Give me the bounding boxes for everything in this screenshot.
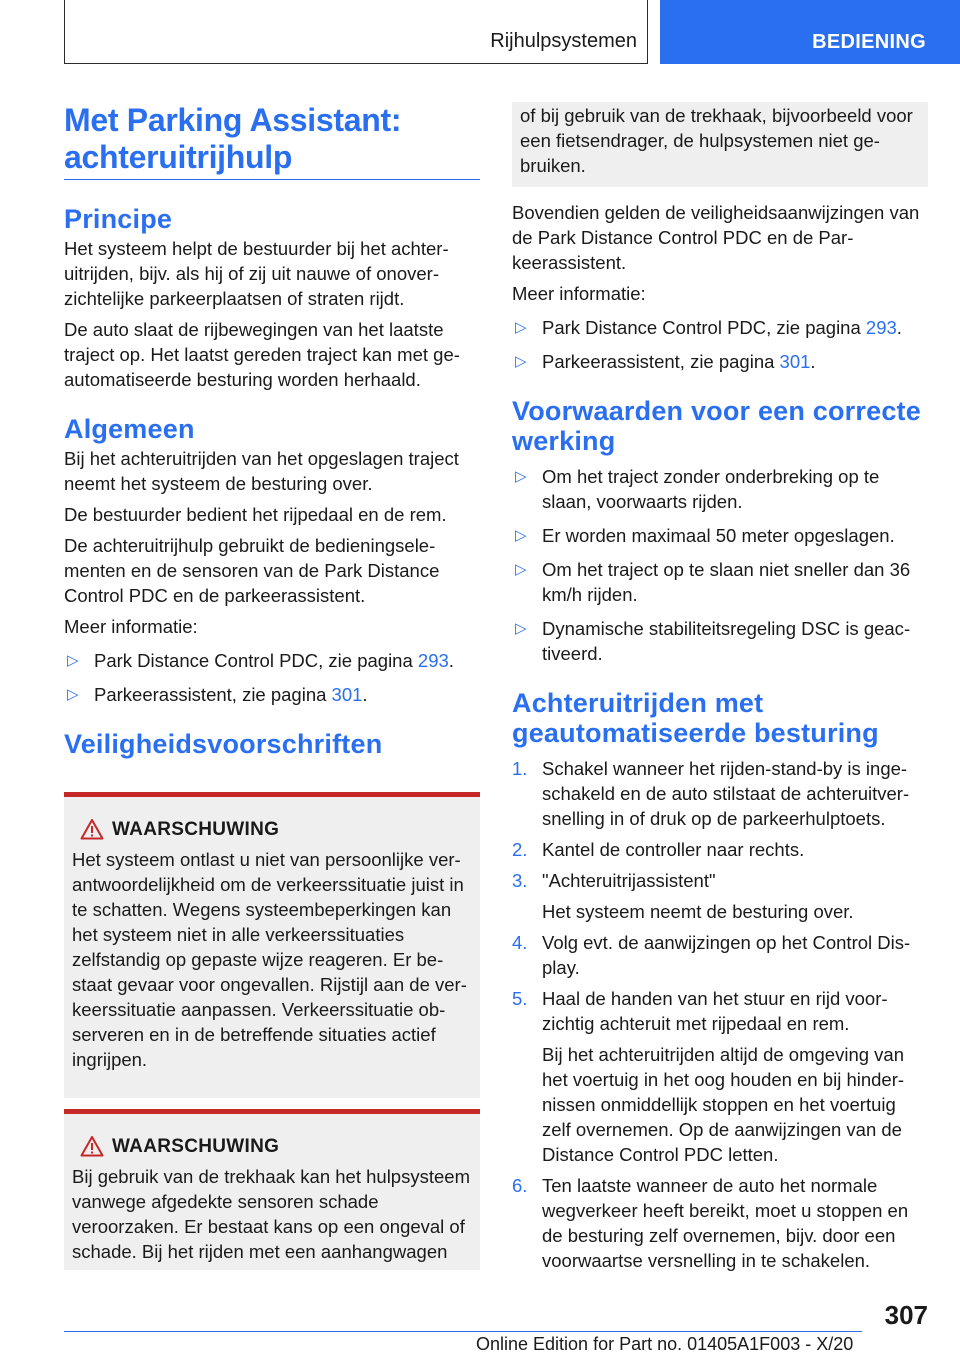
step-item: 1. Schakel wanneer het rijden-stand-by is ingeschakeld en de auto stilstaat de achteruitversnelling in of druk op de parkeerhulptoets. xyxy=(512,758,910,829)
footer-divider xyxy=(64,1331,862,1332)
warning-triangle-icon xyxy=(80,818,104,840)
warning-continuation: of bij gebruik van de trekhaak, bijvoorbeeld voor een fietsendrager, de hulpsystemen niet gebruiken. xyxy=(512,102,928,187)
heading-achteruitrijden: Achteruitrijden met geautomatiseerde besturing xyxy=(512,688,879,748)
warning-body: Bij gebruik van de trekhaak kan het hulpsysteem vanwege afgedekte sensoren schade veroorzaken. Er bestaat kans op een ongeval of schade. Bij het rijden met een aanhangwagen xyxy=(72,1166,470,1262)
chapter-tab[interactable] xyxy=(660,0,960,64)
step-number: 1. xyxy=(512,758,528,779)
list-item: ▷ Om het traject zonder onderbreking op te slaan, voorwaarts rijden. xyxy=(515,466,880,512)
triangle-bullet-icon: ▷ xyxy=(515,527,527,544)
step-number: 4. xyxy=(512,932,528,953)
algemeen-more-info: Meer informatie: xyxy=(64,616,198,637)
algemeen-paragraph-3: De achteruitrijhulp gebruikt de bedieningselementen en de sensoren van de Park Distance Control PDC en de parkeerassistent. xyxy=(64,535,440,606)
chapter-tab-label: BEDIENING xyxy=(812,31,926,53)
list-item: ▷ Parkeerassistent, zie pagina 301. xyxy=(67,684,368,705)
triangle-bullet-icon: ▷ xyxy=(515,561,527,578)
footer-edition: Online Edition for Part no. 01405A1F003 - X/20 xyxy=(476,1334,854,1354)
section-title: Rijhulpsystemen xyxy=(490,30,637,52)
right-more-info: Meer informatie: xyxy=(512,283,646,304)
step-item: 3. "Achteruitrijassistent" Het systeem neemt de besturing over. xyxy=(512,868,928,924)
warning-box-2 xyxy=(64,1109,480,1270)
heading-principe: Principe xyxy=(64,204,173,234)
page-link[interactable]: 293 xyxy=(417,650,449,671)
page-link[interactable]: 293 xyxy=(865,317,897,338)
header-frame xyxy=(64,0,648,64)
list-item: ▷ Park Distance Control PDC, zie pagina 293. xyxy=(67,650,454,671)
step-item: 2. Kantel de controller naar rechts. xyxy=(512,839,805,860)
step-detail: Het systeem neemt de besturing over. xyxy=(542,901,854,922)
list-item: ▷ Parkeerassistent, zie pagina 301. xyxy=(515,351,816,372)
principe-paragraph-1: Het systeem helpt de bestuurder bij het achteruitrijden, bijv. als hij of zij uit nauwe of onoverzichtelijke parkeerplaatsen of straten rijdt. xyxy=(64,238,449,309)
list-item: ▷ Om het traject op te slaan niet sneller dan 36 km/h rijden. xyxy=(515,559,911,605)
algemeen-paragraph-1: Bij het achteruitrijden van het opgeslagen traject neemt het systeem de besturing over. xyxy=(64,448,459,494)
page-link[interactable]: 301 xyxy=(779,351,811,372)
warning-title: WAARSCHUWING xyxy=(72,817,472,843)
warning-box-1 xyxy=(64,792,480,1098)
triangle-bullet-icon: ▷ xyxy=(515,353,527,370)
triangle-bullet-icon: ▷ xyxy=(515,620,527,637)
step-item: 4. Volg evt. de aanwijzingen op het Control Display. xyxy=(512,932,911,978)
triangle-bullet-icon: ▷ xyxy=(515,319,527,336)
list-item: ▷ Dynamische stabiliteitsregeling DSC is geactiveerd. xyxy=(515,618,911,664)
page-number: 307 xyxy=(884,1300,928,1330)
left-column xyxy=(64,102,480,759)
step-item: 5. Haal de handen van het stuur en rijd voorzichtig achteruit met rijpedaal en rem. Bij het achteruitrijden altijd de omgeving van het voertuig in het oog houden en bij hindernissen onmiddellijk stoppen en het voertuig zelf overnemen. Op de aanwijzingen van de Distance Control PDC letten. xyxy=(512,986,928,1167)
step-number: 5. xyxy=(512,988,528,1009)
page-link[interactable]: 301 xyxy=(331,684,363,705)
step-number: 6. xyxy=(512,1175,528,1196)
heading-algemeen: Algemeen xyxy=(64,414,195,444)
step-number: 2. xyxy=(512,839,528,860)
heading-voorwaarden: Voorwaarden voor een correcte werking xyxy=(512,396,921,456)
step-item: 6. Ten laatste wanneer de auto het normale wegverkeer heeft bereikt, moet u stoppen en de besturing zelf overnemen, bijv. door een voorwaartse versnelling in te schakelen. xyxy=(512,1175,909,1271)
page-title: Met Parking Assistant: achteruitrijhulp xyxy=(64,102,480,180)
triangle-bullet-icon: ▷ xyxy=(67,686,79,703)
triangle-bullet-icon: ▷ xyxy=(67,652,79,669)
algemeen-paragraph-2: De bestuurder bedient het rijpedaal en de rem. xyxy=(64,504,447,525)
step-number: 3. xyxy=(512,870,528,891)
list-item: ▷ Er worden maximaal 50 meter opgeslagen. xyxy=(515,525,895,546)
warning-title: WAARSCHUWING xyxy=(72,1134,472,1160)
step-detail: Bij het achteruitrijden altijd de omgeving van het voertuig in het oog houden en bij hindernissen onmiddellijk stoppen en het voertuig zelf overnemen. Op de aanwijzingen van de Distance Control PDC letten. xyxy=(542,1044,905,1165)
warning-triangle-icon xyxy=(80,1135,104,1157)
right-paragraph-1: Bovendien gelden de veiligheidsaanwijzingen van de Park Distance Control PDC en de Parkeerassistent. xyxy=(512,202,920,273)
warning-body: Het systeem ontlast u niet van persoonlijke verantwoordelijkheid om de verkeerssituatie juist in te schatten. Wegens systeembeperkingen kan het systeem niet in alle verkeerssituaties zelfstandig op gepaste wijze reageren. Er bestaat gevaar voor ongevallen. Rijstijl aan de verkeerssituatie aanpassen. Verkeerssituatie observeren en in de betreffende situaties actief ingrijpen. xyxy=(72,849,467,1070)
right-column xyxy=(512,102,928,1273)
list-item: ▷ Park Distance Control PDC, zie pagina 293. xyxy=(515,317,902,338)
triangle-bullet-icon: ▷ xyxy=(515,468,527,485)
heading-veiligheid: Veiligheidsvoorschriften xyxy=(64,729,383,759)
principe-paragraph-2: De auto slaat de rijbewegingen van het laatste traject op. Het laatst gereden traject kan met geautomatiseerde besturing worden herhaald. xyxy=(64,319,460,390)
